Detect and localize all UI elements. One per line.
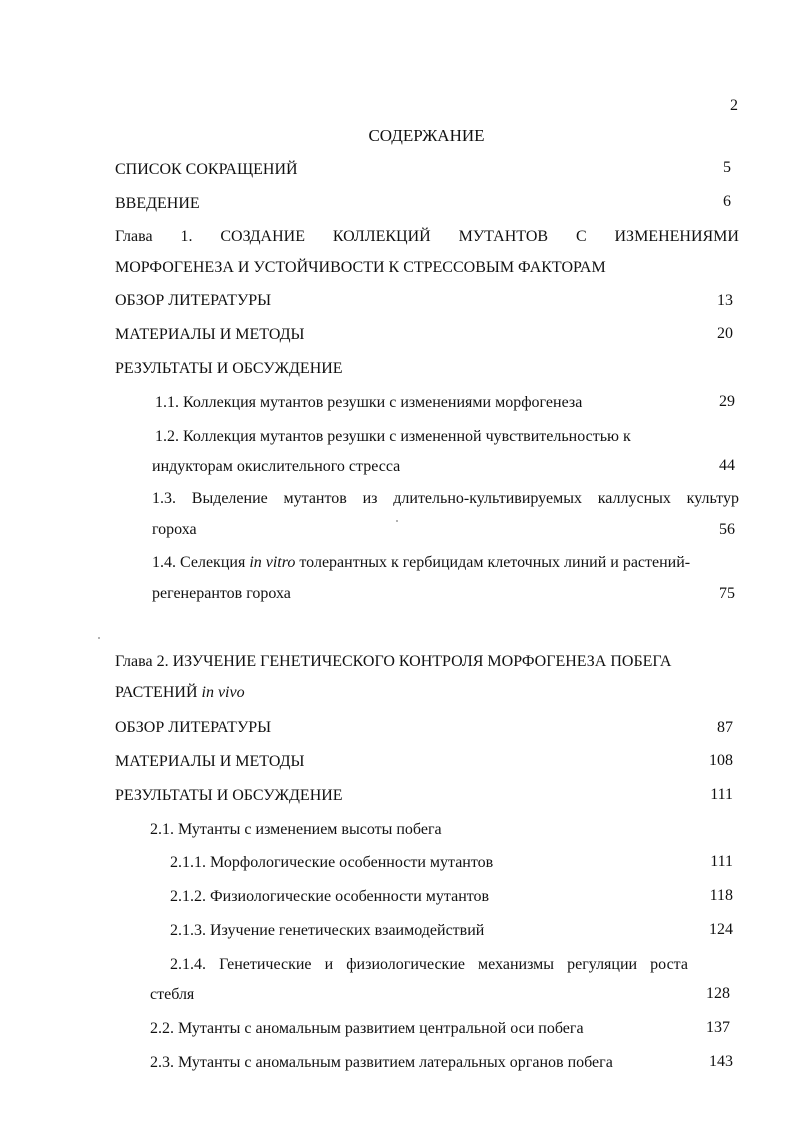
scan-speck [98, 637, 100, 639]
toc-entry-2-1: 2.1. Мутанты с изменением высоты побега [150, 821, 442, 838]
toc-entry-2-1-1: 2.1.1. Морфологические особенности мутантов [170, 854, 494, 871]
page-number: 2 [730, 97, 738, 114]
scan-speck [396, 520, 398, 522]
toc-entry-1-4-suffix: толерантных к гербицидам клеточных линий и растений- [299, 554, 691, 571]
toc-chapter-1-heading [115, 227, 739, 247]
toc-page-2-1-1: 111 [710, 853, 733, 870]
toc-entry-1-4-italic: in vitro [249, 554, 296, 571]
toc-entry-1-3-line2: гороха [152, 521, 197, 538]
word: механизмы [478, 956, 555, 973]
word: СОЗДАНИЕ [220, 228, 305, 245]
word: культур [686, 490, 739, 507]
toc-entry-ch1-methods: МАТЕРИАЛЫ И МЕТОДЫ [115, 326, 305, 343]
word: МУТАНТОВ [458, 228, 549, 245]
toc-entry-ch2-results: РЕЗУЛЬТАТЫ И ОБСУЖДЕНИЕ [115, 787, 343, 804]
toc-page-1-4: 75 [719, 585, 735, 602]
toc-page-1-3: 56 [719, 521, 735, 538]
toc-page-ch2-results: 111 [710, 786, 733, 803]
word: длительно-культивируемых [393, 490, 582, 507]
toc-entry-1-4-line2: регенерантов гороха [152, 585, 291, 602]
toc-page-abbreviations: 5 [723, 159, 731, 176]
toc-entry-2-3: 2.3. Мутанты с аномальным развитием латеральных органов побега [150, 1054, 613, 1071]
toc-chapter-2-heading-line2 [115, 683, 245, 703]
toc-page-2-2: 137 [706, 1019, 730, 1036]
toc-entry-ch2-methods: МАТЕРИАЛЫ И МЕТОДЫ [115, 753, 305, 770]
page-title: СОДЕРЖАНИЕ [368, 126, 485, 145]
toc-entry-abbreviations: СПИСОК СОКРАЩЕНИЙ [115, 161, 298, 178]
word: КОЛЛЕКЦИЙ [332, 228, 431, 245]
toc-chapter-2-heading: Глава 2. ИЗУЧЕНИЕ ГЕНЕТИЧЕСКОГО КОНТРОЛЯ МОРФОГЕНЕЗА ПОБЕГА [115, 653, 672, 670]
word: регуляции [567, 956, 638, 973]
word: С [575, 228, 587, 245]
word: из [362, 490, 378, 507]
toc-entry-1-4-prefix: 1.4. Селекция [152, 554, 246, 571]
toc-entry-ch2-review: ОБЗОР ЛИТЕРАТУРЫ [115, 719, 272, 736]
toc-entry-ch1-results: РЕЗУЛЬТАТЫ И ОБСУЖДЕНИЕ [115, 360, 343, 377]
toc-page-ch1-review: 13 [717, 292, 733, 309]
toc-entry-2-2: 2.2. Мутанты с аномальным развитием центральной оси побега [150, 1020, 584, 1037]
word: и [324, 956, 334, 973]
toc-entry-ch1-review: ОБЗОР ЛИТЕРАТУРЫ [115, 292, 272, 309]
toc-entry-2-1-2: 2.1.2. Физиологические особенности мутантов [170, 888, 490, 905]
toc-page-2-3: 143 [709, 1053, 733, 1070]
word: 1.3. [152, 490, 176, 507]
word: каллусных [597, 490, 671, 507]
word: 1. [180, 228, 193, 245]
toc-entry-1-2-line2: индукторам окислительного стресса [152, 458, 401, 475]
word: физиологические [346, 956, 465, 973]
word: Выделение [191, 490, 268, 507]
toc-page-2-1-2: 118 [709, 887, 733, 904]
toc-page-ch2-review: 87 [717, 719, 733, 736]
toc-page-2-1-3: 124 [709, 921, 733, 938]
toc-entry-1-1: 1.1. Коллекция мутантов резушки с изменениями морфогенеза [155, 394, 583, 411]
toc-chapter-2-heading-prefix: РАСТЕНИЙ [115, 684, 198, 701]
toc-entry-2-1-4 [170, 955, 688, 975]
toc-chapter-2-heading-italic: in vivo [201, 684, 245, 701]
toc-entry-1-4 [152, 553, 690, 573]
word: 2.1.4. [170, 956, 206, 973]
word: мутантов [283, 490, 347, 507]
word: роста [650, 956, 688, 973]
word: Генетические [219, 956, 312, 973]
toc-page-1-1: 29 [719, 393, 735, 410]
toc-page-1-2: 44 [719, 457, 735, 474]
toc-entry-intro: ВВЕДЕНИЕ [115, 195, 200, 212]
toc-page-intro: 6 [723, 193, 731, 210]
toc-page-ch1-methods: 20 [717, 325, 733, 342]
toc-chapter-1-heading-line2: МОРФОГЕНЕЗА И УСТОЙЧИВОСТИ К СТРЕССОВЫМ ФАКТОРАМ [115, 259, 606, 276]
toc-page-2-1-4: 128 [706, 985, 730, 1002]
toc-entry-1-3 [152, 489, 739, 509]
toc-entry-2-1-3: 2.1.3. Изучение генетических взаимодействий [170, 922, 485, 939]
word: ИЗМЕНЕНИЯМИ [614, 228, 739, 245]
toc-page-ch2-methods: 108 [709, 752, 733, 769]
toc-entry-2-1-4-line2: стебля [150, 986, 195, 1003]
word: Глава [115, 228, 153, 245]
toc-entry-1-2: 1.2. Коллекция мутантов резушки с измененной чувствительностью к [155, 428, 631, 445]
